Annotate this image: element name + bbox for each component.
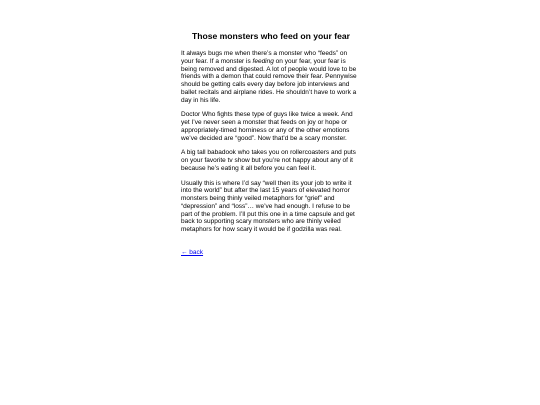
emphasized-text: feeding: [252, 57, 274, 65]
paragraph-text: A big tall babadook who takes you on rollercoasters and puts on your favorite tv show but you’re not happy about any of it because he’s eating it all before you can feel it.: [181, 149, 356, 172]
paragraph-text: Doctor Who fights these type of guys like twice a week. And yet I’ve never seen a monster that feeds on joy or hope or appropriately-timed horniness or any of the other emotions we’ve decided are “good”. Now that’d be a scary monster.: [181, 111, 353, 142]
paragraph-text: on your fear, your fear is being removed and digested. A lot of people would love to be friends with a demon that could remove their fear. Pennywise should be getting calls every day before job interviews and ballet recitals and airplane rides. He shouldn’t have to work a day in his life.: [181, 57, 357, 104]
article: [181, 31, 361, 259]
article-paragraph: [181, 111, 361, 142]
page-title: Those monsters who feed on your fear: [191, 31, 351, 41]
article-paragraph: [181, 149, 361, 172]
article-paragraph: [181, 180, 361, 234]
paragraph-text: It always bugs me when there’s a monster who “feeds” on your fear. If a monster is: [181, 50, 348, 65]
article-paragraph: [181, 50, 361, 104]
paragraph-text: Usually this is where I’d say “well then its your job to write it into the world” but after the last 15 years of elevated horror monsters being thinly veiled metaphors for “grief” and “depression” and “loss”… we’ve had enough. I refuse to be part of the problem. I’ll put this one in a time capsule and get back to supporting scary monsters who are thinly veiled metaphors for how scary it would be if godzilla was real.: [181, 179, 355, 233]
back-link[interactable]: ← back: [181, 248, 204, 256]
